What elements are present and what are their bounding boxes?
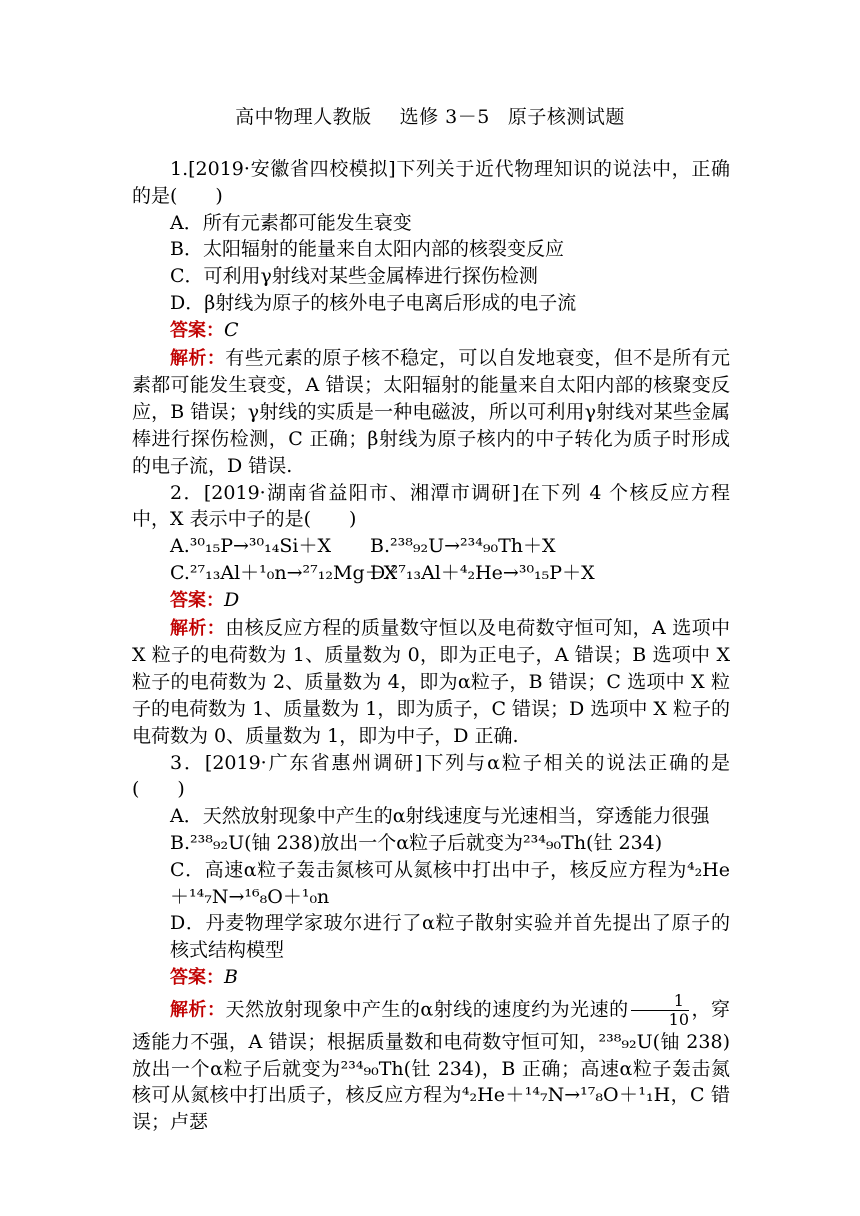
question-3-option-d: D．丹麦物理学家玻尔进行了α粒子散射实验并首先提出了原子的核式结构模型 xyxy=(170,912,730,962)
question-3-answer xyxy=(132,964,730,992)
question-2-options-row-1 xyxy=(132,533,730,560)
document-title xyxy=(0,104,860,131)
question-2-option-b: B.²³⁸₉₂U→²³⁴₉₀Th＋X xyxy=(370,535,556,558)
explanation-text: 有些元素的原子核不稳定，可以自发地衰变，但不是所有元素都可能发生衰变，A 错误；太阳辐射的能量来自太阳内部的核聚变反应，B 错误；γ射线的实质是一种电磁波，所以可利用γ射线对某些金属棒进行探伤检测，C 正确；β射线为原子核内的中子转化为质子时形成的电子流，D 错误. xyxy=(132,346,730,477)
question-2-options-row-2 xyxy=(132,560,730,587)
explanation-text: 由核反应方程的质量数守恒以及电荷数守恒可知，A 选项中 X 粒子的电荷数为 1、质量数为 0，即为正电子，A 错误；B 选项中 X 粒子的电荷数为 2、质量数为 4，即为α粒子，B 错误；C 选项中 X 粒子的电荷数为 1、质量数为 1，即为质子，C 错误；D 选项中 X 粒子的电荷数为 0、质量数为 1，即为中子，D 正确. xyxy=(132,616,731,747)
explanation-text-pre: 天然放射现象中产生的α射线的速度约为光速的 xyxy=(225,998,629,1021)
title-part-1: 高中物理人教版 xyxy=(235,106,372,128)
explanation-label: 解析： xyxy=(170,617,226,639)
question-1-stem: 1.[2019·安徽省四校模拟]下列关于近代物理知识的说法中，正确的是( ) xyxy=(132,158,730,207)
answer-value: B xyxy=(224,965,238,988)
fraction-denominator: 10 xyxy=(668,1009,689,1029)
questions-body xyxy=(132,156,730,1136)
question-2-option-d: D.²⁷₁₃Al＋⁴₂He→³⁰₁₅P＋X xyxy=(370,561,595,584)
explanation-label: 解析： xyxy=(170,999,226,1021)
question-3-option-c: C．高速α粒子轰击氮核可从氮核中打出中子，核反应方程为⁴₂He＋¹⁴₇N→¹⁶₈O＋¹₀n xyxy=(170,858,730,908)
question-3-option-a: A．天然放射现象中产生的α射线速度与光速相当，穿透能力很强 xyxy=(170,805,710,828)
fraction xyxy=(631,992,689,1029)
question-1-option-d: D．β射线为原子的核外电子电离后形成的电子流 xyxy=(170,291,577,314)
question-1-option-c: C．可利用γ射线对某些金属棒进行探伤检测 xyxy=(170,265,538,288)
question-3-explanation xyxy=(132,992,730,1136)
answer-label: 答案： xyxy=(170,966,224,988)
question-1-option-b: B．太阳辐射的能量来自太阳内部的核裂变反应 xyxy=(170,238,564,261)
explanation-label: 解析： xyxy=(170,347,226,369)
answer-label: 答案： xyxy=(170,319,224,341)
answer-label: 答案： xyxy=(170,589,224,611)
question-2-answer xyxy=(132,587,730,615)
question-3-stem: 3．[2019·广东省惠州调研]下列与α粒子相关的说法正确的是( ) xyxy=(132,751,730,801)
question-1-answer xyxy=(132,317,730,345)
question-2-explanation xyxy=(132,615,730,750)
question-2-option-c: C.²⁷₁₃Al＋¹₀n→²⁷₁₂Mg＋X xyxy=(170,561,398,584)
title-part-2: 选修 3－5 xyxy=(399,106,490,128)
answer-value: C xyxy=(224,318,239,341)
fraction-numerator: 1 xyxy=(631,992,689,1011)
question-2-option-a: A.³⁰₁₅P→³⁰₁₄Si＋X xyxy=(170,535,332,558)
question-1-explanation xyxy=(132,345,730,480)
answer-value: D xyxy=(224,588,240,611)
question-1-option-a: A．所有元素都可能发生衰变 xyxy=(170,211,412,234)
question-3-option-b: B.²³⁸₉₂U(铀 238)放出一个α粒子后就变为²³⁴₉₀Th(钍 234) xyxy=(170,831,663,854)
explanation-text-post: ，穿透能力不强，A 错误；根据质量数和电荷数守恒可知，²³⁸₉₂U(铀 238)放出一个α粒子后就变为²³⁴₉₀Th(钍 234)，B 正确；高速α粒子轰击氮核可从氮核中打出质子，核反应方程为⁴₂He＋¹⁴₇N→¹⁷₈O＋¹₁H，C 错误；卢瑟 xyxy=(132,998,730,1134)
title-part-3: 原子核测试题 xyxy=(507,106,625,128)
question-2-stem: 2．[2019·湖南省益阳市、湘潭市调研]在下列 4 个核反应方程中，X 表示中子的是( ) xyxy=(132,481,730,531)
